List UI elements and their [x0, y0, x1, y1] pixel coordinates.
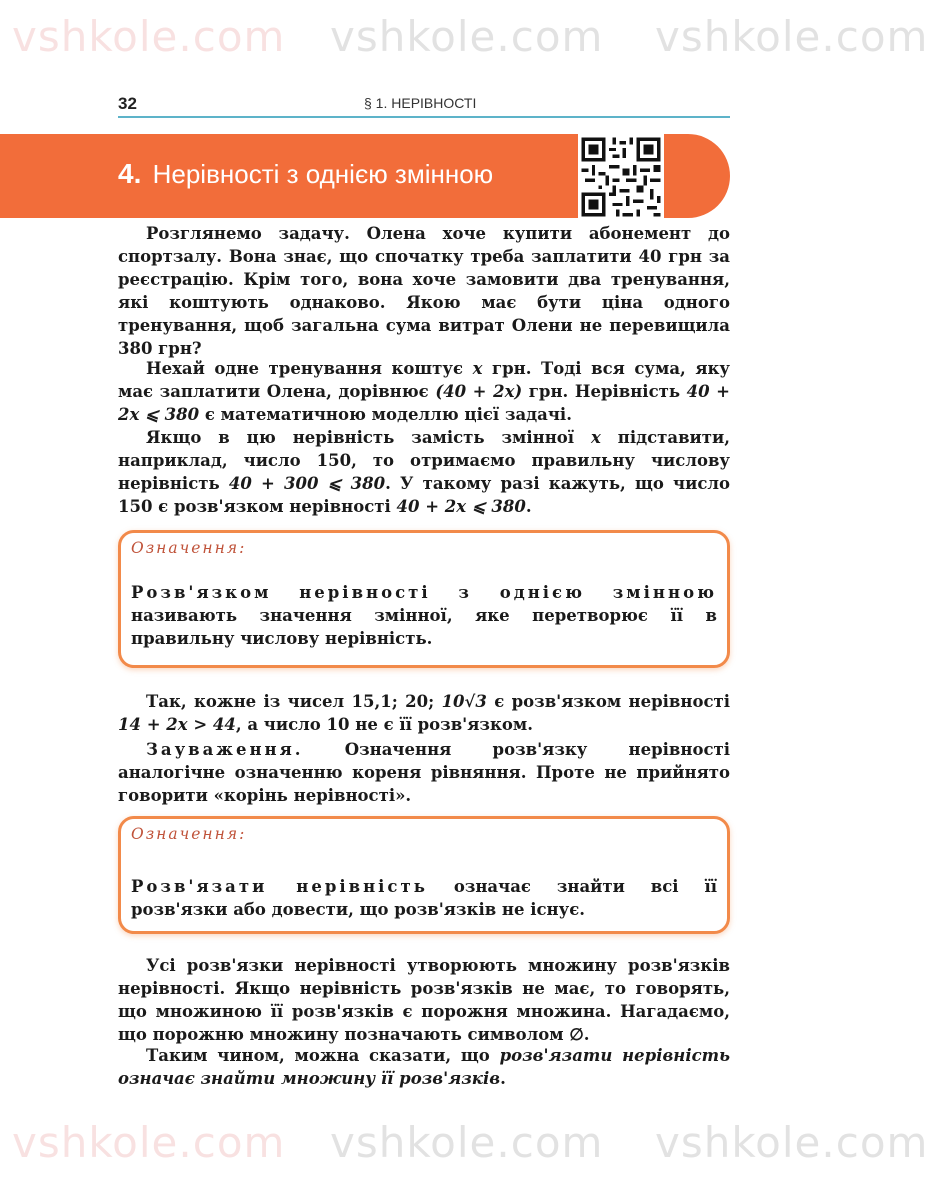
paragraph-4-text	[118, 690, 730, 736]
p3-math-x: x	[591, 428, 601, 447]
definition-label: Означення:	[131, 539, 247, 557]
paragraph-examples	[118, 690, 730, 736]
watermark: vshkole.com	[330, 1118, 604, 1167]
p3-part: підставити, наприклад, число 150, то отримаємо правильну числову нерівність	[118, 428, 730, 493]
p7-emphasis: розв'язати нерівність означає знайти множину її розв'язків	[118, 1046, 730, 1088]
watermark: vshkole.com	[12, 12, 286, 61]
p2-part: грн. Тоді вся сума, яку має заплатити Олена, дорівнює	[118, 359, 730, 401]
paragraph-remark	[118, 738, 730, 807]
watermark: vshkole.com	[655, 12, 928, 61]
watermark: vshkole.com	[12, 1118, 286, 1167]
definition-term: Розв'язати нерівність	[131, 877, 428, 896]
running-head	[118, 94, 730, 118]
section-banner	[0, 134, 730, 218]
paragraph-problem	[118, 222, 730, 360]
paragraph-conclusion	[118, 1044, 730, 1090]
paragraph-7-text	[118, 1044, 730, 1090]
qr-code-icon[interactable]	[578, 134, 664, 220]
paragraph-5-text	[118, 738, 730, 807]
definition-box-solve	[118, 816, 730, 934]
section-number: 4.	[118, 158, 142, 189]
p4-part: , а число 10 не є її розв'язком.	[235, 715, 533, 734]
paragraph-solution-set	[118, 954, 730, 1046]
p4-part: є розв'язком нерівності	[486, 692, 731, 711]
paragraph-1-text: Розглянемо задачу. Олена хоче купити абонемент до спортзалу. Вона знає, що спочатку треба заплатити 40 грн за реєстрацію. Крім того, вона хоче замовити два тренування, які коштують однаково. Якою має бути ціна одного тренування, щоб загальна сума витрат Олени не перевищила 380 грн?	[118, 224, 730, 358]
p4-math-inequality: 14 + 2x > 44	[118, 715, 236, 734]
p2-part: грн. Нерівність	[522, 382, 687, 401]
paragraph-substitution	[118, 426, 730, 518]
remark-term: Зауваження.	[146, 740, 304, 759]
p3-part: .	[525, 497, 532, 516]
definition-text	[131, 875, 717, 921]
p3-math-numeric: 40 + 300 ⩽ 380	[228, 474, 386, 493]
p2-math-x: x	[472, 359, 483, 378]
p3-part: Якщо в цю нерівність замість змінної	[146, 428, 591, 447]
section-title-text: Нерівності з однією змінною	[152, 159, 494, 189]
p2-part: є математичною моделлю цієї задачі.	[199, 405, 572, 424]
watermark: vshkole.com	[330, 12, 604, 61]
p2-part: Нехай одне тренування коштує	[146, 359, 473, 378]
remark-rest: Означення розв'язку нерівності аналогічне означенню кореня рівняння. Проте не прийнято говорити «корінь нерівності».	[118, 740, 730, 805]
definition-box-solution	[118, 530, 730, 668]
definition-text	[131, 581, 717, 650]
paragraph-model	[118, 357, 730, 426]
section-title	[118, 158, 493, 190]
definition-rest: називають значення змінної, яке перетворює її в правильну числову нерівність.	[131, 606, 717, 648]
definition-term: Розв'язком нерівності з однією змінною	[131, 583, 717, 602]
p3-math-inequality: 40 + 2x ⩽ 380	[396, 497, 526, 516]
definition-label: Означення:	[131, 825, 247, 843]
p3-part: . У такому разі кажуть, що число 150 є розв'язком нерівності	[118, 474, 731, 516]
paragraph-2-text	[118, 357, 730, 426]
p7-part: Таким чином, можна сказати, що	[146, 1046, 500, 1065]
p2-math-inequality: 40 + 2x ⩽ 380	[118, 382, 730, 424]
watermark: vshkole.com	[655, 1118, 928, 1167]
definition-rest: означає знайти всі її розв'язки або довести, що розв'язків не існує.	[131, 877, 717, 919]
p4-math-root: 10√3	[441, 692, 487, 711]
paragraph-6-text: Усі розв'язки нерівності утворюють множину розв'язків нерівності. Якщо нерівність розв'язків не має, то говорять, що множиною її розв'язків є порожня множина. Нагадаємо, що порожню множину позначають символом ∅.	[118, 956, 730, 1044]
paragraph-3-text	[118, 426, 730, 518]
page-number: 32	[118, 94, 137, 113]
p2-math-sum: (40 + 2x)	[435, 382, 523, 401]
p4-part: Так, кожне із чисел 15,1; 20;	[146, 692, 442, 711]
section-reference: § 1. НЕРІВНОСТІ	[364, 95, 477, 111]
p7-part: .	[500, 1069, 506, 1088]
